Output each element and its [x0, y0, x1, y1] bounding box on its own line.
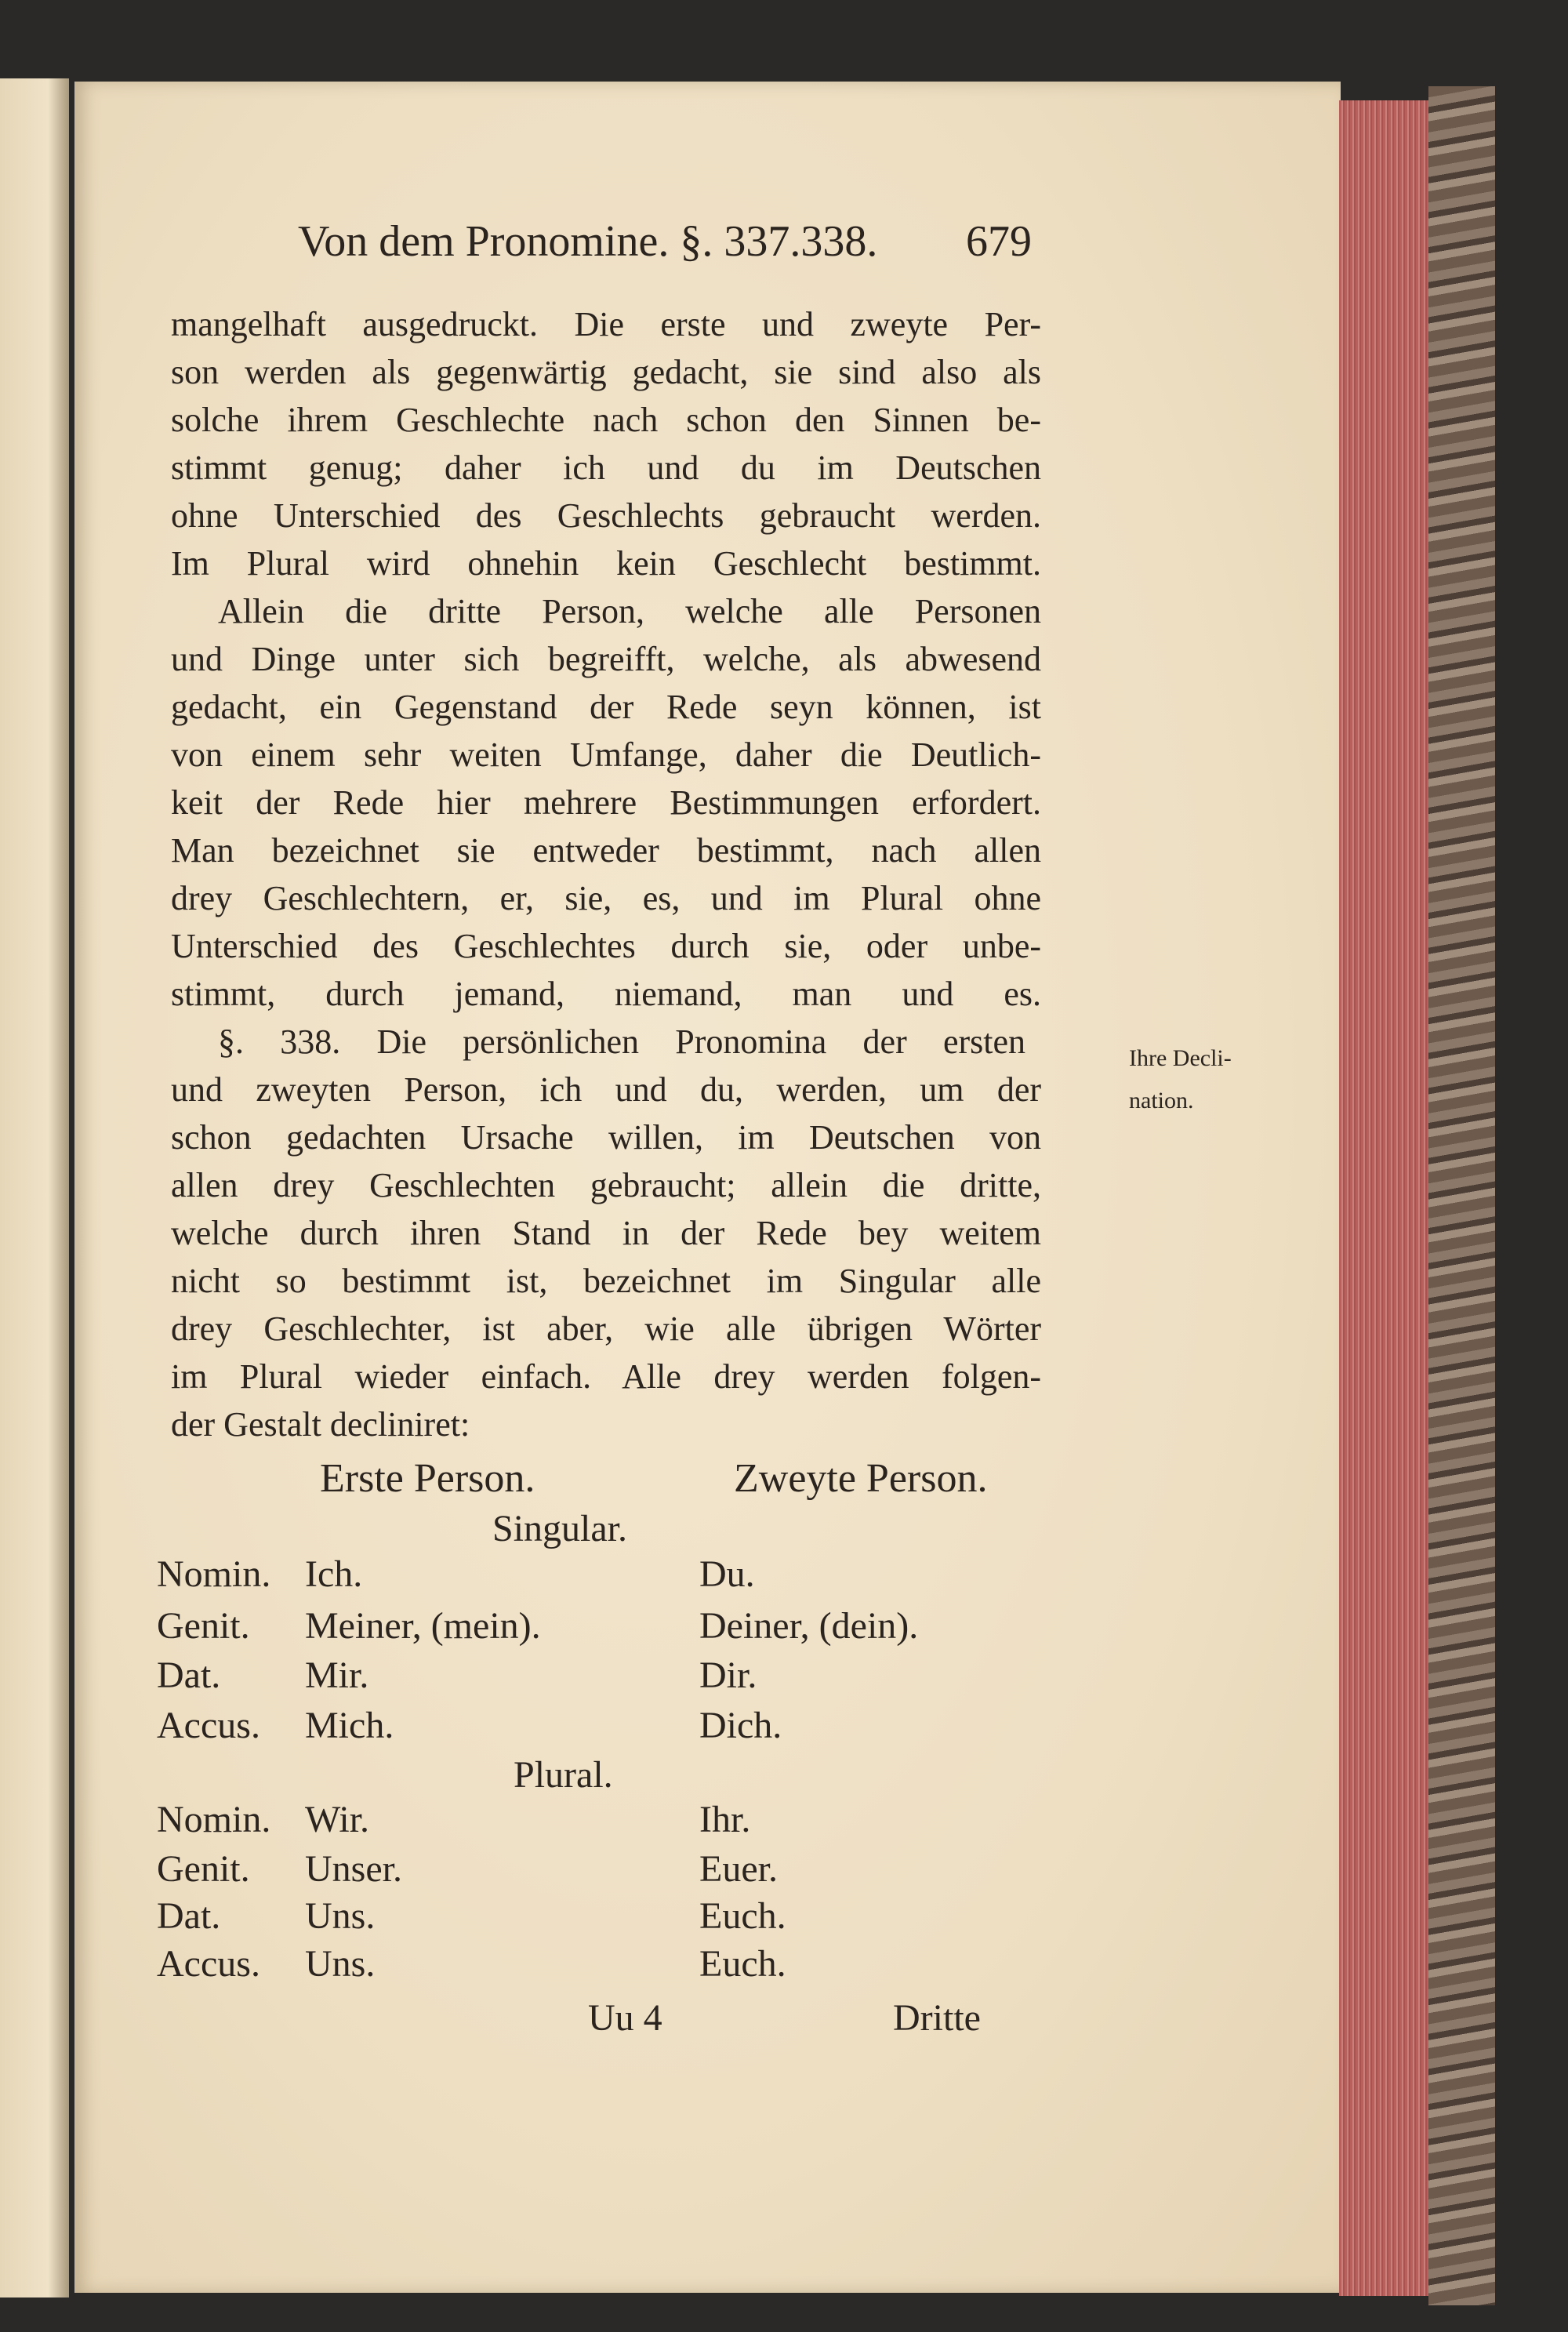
text-line: drey Geschlechter, ist aber, wie alle übrigen Wörter: [171, 1309, 1041, 1348]
singular-label: Singular.: [492, 1508, 628, 1549]
plural-case-cell: Dat.: [157, 1895, 221, 1937]
singular-case-cell: Genit.: [157, 1605, 250, 1647]
facing-page-edge: [0, 78, 69, 2297]
plural-second-cell: Euch.: [699, 1895, 786, 1937]
singular-first-cell: Mir.: [305, 1655, 369, 1696]
plural-second-cell: Ihr.: [699, 1799, 751, 1840]
text-line: nicht so bestimmt ist, bezeichnet im Singular alle: [171, 1262, 1041, 1300]
plural-case-cell: Genit.: [157, 1848, 250, 1890]
text-line: und Dinge unter sich begreifft, welche, als abwesend: [171, 640, 1041, 678]
singular-case-cell: Accus.: [157, 1705, 260, 1746]
page-edges: [1339, 100, 1428, 2296]
text-line: Man bezeichnet sie entweder bestimmt, nach allen: [171, 831, 1041, 870]
catchword: Dritte: [893, 1997, 981, 2039]
text-line: welche durch ihren Stand in der Rede bey weitem: [171, 1214, 1041, 1252]
text-line: drey Geschlechtern, er, sie, es, und im Plural ohne: [171, 879, 1041, 917]
col2-heading: Zweyte Person.: [734, 1456, 988, 1501]
plural-case-cell: Accus.: [157, 1943, 260, 1985]
singular-second-cell: Dich.: [699, 1705, 782, 1746]
running-title: Von dem Pronomine. §. 337.338.: [298, 217, 878, 266]
text-line: und zweyten Person, ich und du, werden, um der: [171, 1070, 1041, 1109]
col1-heading: Erste Person.: [320, 1456, 535, 1501]
text-line: Allein die dritte Person, welche alle Personen: [218, 592, 1041, 630]
text-line: gedacht, ein Gegenstand der Rede seyn können, ist: [171, 688, 1041, 726]
singular-case-cell: Dat.: [157, 1655, 221, 1696]
plural-label: Plural.: [514, 1754, 613, 1796]
singular-first-cell: Meiner, (mein).: [305, 1605, 541, 1647]
text-line: allen drey Geschlechten gebraucht; allein die dritte,: [171, 1166, 1041, 1204]
marbled-cover: [1428, 86, 1495, 2305]
plural-second-cell: Euer.: [699, 1848, 778, 1890]
plural-case-cell: Nomin.: [157, 1799, 271, 1840]
text-line: von einem sehr weiten Umfange, daher die Deutlich-: [171, 736, 1041, 774]
plural-first-cell: Unser.: [305, 1848, 402, 1890]
text-line: solche ihrem Geschlechte nach schon den Sinnen be-: [171, 401, 1041, 439]
singular-first-cell: Mich.: [305, 1705, 394, 1746]
singular-case-cell: Nomin.: [157, 1553, 271, 1595]
plural-second-cell: Euch.: [699, 1943, 786, 1985]
margin-note-line: nation.: [1129, 1088, 1194, 1113]
plural-first-cell: Uns.: [305, 1895, 376, 1937]
singular-second-cell: Dir.: [699, 1655, 757, 1696]
text-line: keit der Rede hier mehrere Bestimmungen erfordert.: [171, 783, 1041, 822]
plural-first-cell: Uns.: [305, 1943, 376, 1985]
page-number: 679: [966, 217, 1032, 266]
text-line: ohne Unterschied des Geschlechts gebraucht werden.: [171, 496, 1041, 535]
text-line: Unterschied des Geschlechtes durch sie, oder unbe-: [171, 927, 1041, 965]
singular-second-cell: Deiner, (dein).: [699, 1605, 919, 1647]
singular-second-cell: Du.: [699, 1553, 755, 1595]
text-line: stimmt, durch jemand, niemand, man und es.: [171, 975, 1041, 1013]
plural-first-cell: Wir.: [305, 1799, 370, 1840]
margin-note-line: Ihre Decli-: [1129, 1045, 1232, 1071]
singular-first-cell: Ich.: [305, 1553, 363, 1595]
text-line: im Plural wieder einfach. Alle drey werden folgen-: [171, 1357, 1041, 1396]
text-line: stimmt genug; daher ich und du im Deutschen: [171, 449, 1041, 487]
text-line: mangelhaft ausgedruckt. Die erste und zweyte Per-: [171, 305, 1041, 343]
text-line: son werden als gegenwärtig gedacht, sie sind also als: [171, 353, 1041, 391]
text-line: schon gedachten Ursache willen, im Deutschen von: [171, 1118, 1041, 1157]
text-line: §. 338. Die persönlichen Pronomina der ersten: [218, 1023, 1025, 1061]
text-line: Im Plural wird ohnehin kein Geschlecht bestimmt.: [171, 544, 1041, 583]
signature-mark: Uu 4: [588, 1997, 662, 2039]
text-line: der Gestalt decliniret:: [171, 1405, 470, 1444]
